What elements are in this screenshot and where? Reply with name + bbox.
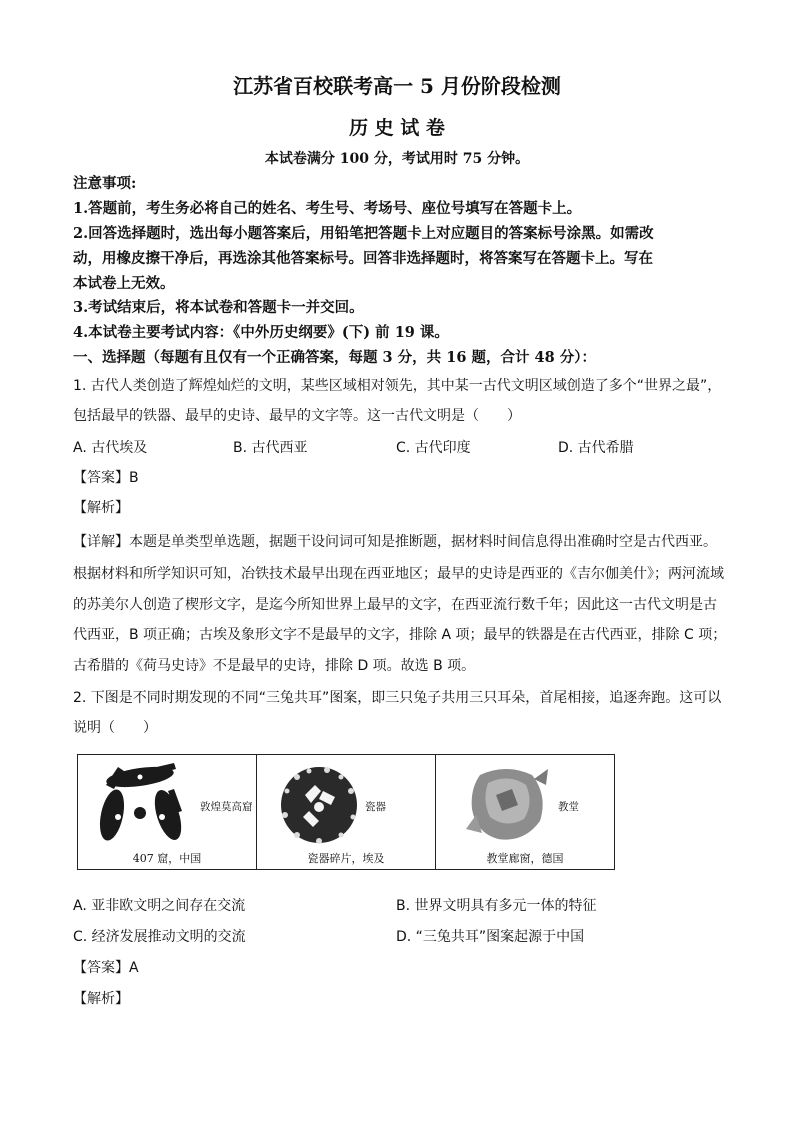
panel3-caption: 教堂廊窗，德国 (486, 852, 564, 865)
exam-subject: 历 史 试 卷 (349, 117, 445, 139)
q1-option-a: A. 古代埃及 (73, 440, 148, 456)
q2-answer: 【答案】A (73, 960, 139, 976)
note-item-4: 4.本试卷主要考试内容：《中外历史纲要》(下) 前 19 课。 (73, 324, 449, 341)
note-item-2-line-3: 本试卷上无效。 (73, 275, 175, 292)
q1-answer: 【答案】B (73, 470, 139, 486)
panel2-side-label: 瓷器 (365, 801, 386, 813)
panel3-side-label: 教堂 (558, 801, 579, 813)
q1-option-b: B. 古代西亚 (233, 440, 308, 456)
q2-option-c: C. 经济发展推动文明的交流 (73, 929, 246, 945)
q1-detail-line-5: 古希腊的《荷马史诗》不是最早的史诗，排除 D 项。故选 B 项。 (73, 658, 476, 674)
q2-stem-line-2: 说明（ ） (73, 720, 157, 736)
figure-panel-egypt (257, 755, 436, 869)
three-hares-figure (77, 754, 615, 870)
q1-detail-line-2: 根据材料和所学知识可知，冶铁技术最早出现在西亚地区；最早的史诗是西亚的《吉尔伽美什》；两河流域 (73, 566, 724, 582)
q1-detail-line-4: 代西亚，B 项正确；古埃及象形文字不是最早的文字，排除 A 项；最早的铁器是在古代西亚，排除 C 项； (73, 627, 727, 643)
exam-title: 江苏省百校联考高一 5 月份阶段检测 (233, 74, 561, 98)
note-item-2-line-1: 2.回答选择题时，选出每小题答案后，用铅笔把答题卡上对应题目的答案标号涂黑。如需改 (73, 225, 654, 242)
q2-option-b: B. 世界文明具有多元一体的特征 (396, 898, 597, 914)
note-item-1: 1.答题前，考生务必将自己的姓名、考生号、考场号、座位号填写在答题卡上。 (73, 200, 582, 217)
q1-option-c: C. 古代印度 (396, 440, 471, 456)
note-item-2-line-2: 动，用橡皮擦干净后，再选涂其他答案标号。回答非选择题时，将答案写在答题卡上。写在 (73, 250, 653, 267)
panel1-caption: 407 窟，中国 (132, 852, 202, 865)
q1-detail-line-1: 【详解】本题是单类型单选题，据题干设问词可知是推断题，据材料时间信息得出准确时空是古代西亚。 (73, 534, 717, 550)
panel2-caption: 瓷器碎片，埃及 (307, 852, 385, 865)
q1-detail-line-3: 的苏美尔人创造了楔形文字，是迄今所知世界上最早的文字，在西亚流行数千年；因此这一古代文明是古 (73, 597, 717, 613)
note-item-3: 3.考试结束后，将本试卷和答题卡一并交回。 (73, 299, 364, 316)
exam-info: 本试卷满分 100 分，考试用时 75 分钟。 (264, 151, 530, 167)
q1-stem-line-2: 包括最早的铁器、最早的史诗、最早的文字等。这一古代文明是（ ） (73, 408, 521, 424)
q2-option-a: A. 亚非欧文明之间存在交流 (73, 898, 246, 914)
q1-stem-line-1: 1. 古代人类创造了辉煌灿烂的文明，某些区域相对领先，其中某一古代文明区域创造了多个“世界之最”， (73, 378, 722, 394)
q1-analysis-label: 【解析】 (73, 500, 129, 516)
q2-option-d: D. “三兔共耳”图案起源于中国 (396, 929, 585, 945)
section-heading: 一、选择题（每题有且仅有一个正确答案，每题 3 分，共 16 题，合计 48 分）： (73, 349, 596, 366)
figure-panel-dunhuang (78, 755, 257, 869)
panel1-side-label: 敦煌莫高窟 (200, 801, 253, 813)
q2-analysis-label: 【解析】 (73, 991, 129, 1007)
q2-stem-line-1: 2. 下图是不同时期发现的不同“三兔共耳”图案，即三只兔子共用三只耳朵，首尾相接，追逐奔跑。这可以 (73, 690, 722, 706)
notes-heading: 注意事项: (73, 175, 137, 192)
figure-panel-germany (436, 755, 614, 869)
q1-option-d: D. 古代希腊 (558, 440, 634, 456)
